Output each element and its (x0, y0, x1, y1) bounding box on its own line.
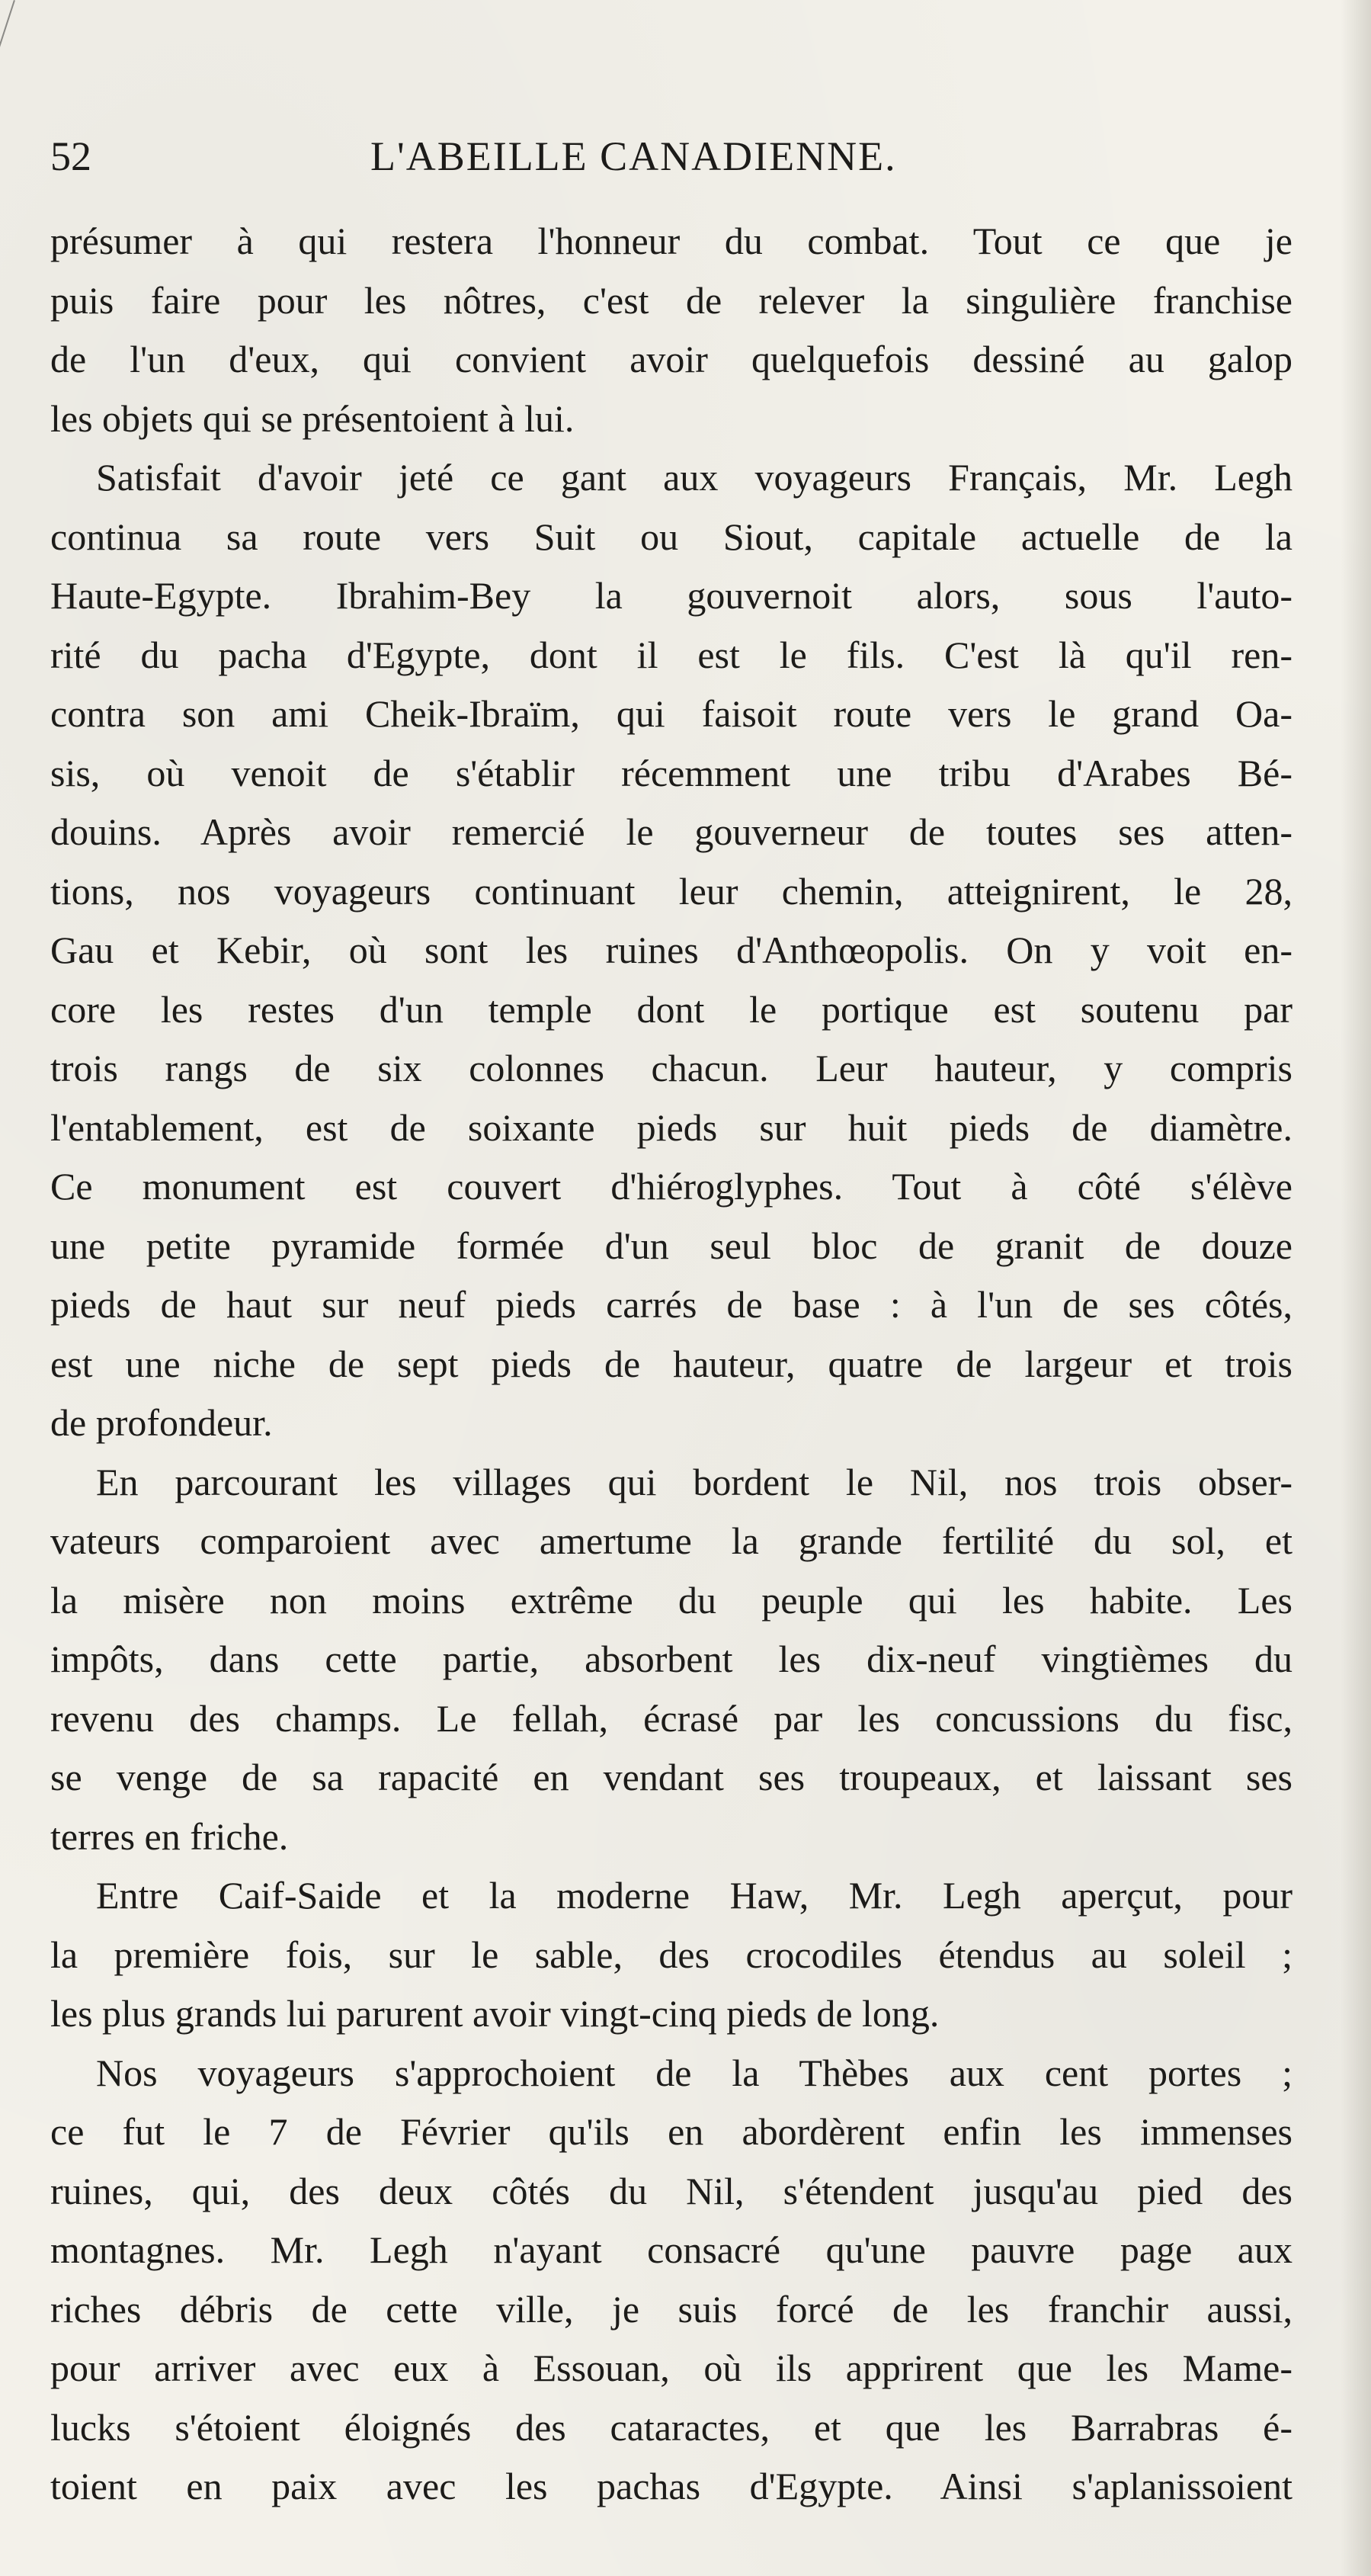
text-line: la misère non moins extrême du peuple qui les habite. Les (50, 1578, 1293, 1622)
text-line: impôts, dans cette partie, absorbent les dix-neuf vingtièmes du (50, 1638, 1293, 1680)
text-line: de profondeur. (50, 1401, 273, 1444)
text-line: riches débris de cette ville, je suis forcé de les franchir aussi, (50, 2287, 1293, 2331)
text-line: Haute-Egypte. Ibrahim-Bey la gouvernoit alors, sous l'auto- (50, 574, 1293, 617)
text-line: les plus grands lui parurent avoir vingt-cinq pieds de long. (50, 1992, 940, 2035)
text-line: tions, nos voyageurs continuant leur chemin, atteignirent, le 28, (50, 869, 1293, 913)
text-line: Nos voyageurs s'approchoient de la Thèbes aux cent portes ; (96, 2051, 1293, 2094)
text-line: de l'un d'eux, qui convient avoir quelquefois dessiné au galop (50, 338, 1293, 380)
text-line: En parcourant les villages qui bordent le Nil, nos trois obser- (96, 1460, 1293, 1503)
text-line: pieds de haut sur neuf pieds carrés de base : à l'un de ses côtés, (50, 1283, 1293, 1326)
text-line: lucks s'étoient éloignés des cataractes, et que les Barrabras é- (50, 2405, 1293, 2449)
text-line: Ce monument est couvert d'hiéroglyphes. Tout à côté s'élève (50, 1165, 1293, 1208)
text-line: pour arriver avec eux à Essouan, où ils apprirent que les Mame- (50, 2347, 1293, 2389)
page-edge-shadow (1341, 0, 1371, 2576)
text-line: puis faire pour les nôtres, c'est de relever la singulière franchise (50, 278, 1293, 322)
text-line: Entre Caif-Saide et la moderne Haw, Mr. Legh aperçut, pour (96, 1874, 1293, 1917)
text-line: se venge de sa rapacité en vendant ses troupeaux, et laissant ses (50, 1756, 1293, 1798)
text-line: contra son ami Cheik-Ibraïm, qui faisoit route vers le grand Oa- (50, 692, 1293, 735)
text-line: terres en friche. (50, 1814, 289, 1858)
running-title: L'ABEILLE CANADIENNE. (370, 133, 897, 179)
text-line: ruines, qui, des deux côtés du Nil, s'étendent jusqu'au pied des (50, 2169, 1293, 2212)
text-line: la première fois, sur le sable, des crocodiles étendus au soleil ; (50, 1933, 1293, 1976)
text-line: toient en paix avec les pachas d'Egypte. Ainsi s'aplanissoient (50, 2465, 1293, 2507)
text-line: présumer à qui restera l'honneur du combat. Tout ce que je (50, 220, 1293, 262)
page-header (50, 122, 1293, 183)
page-number: 52 (50, 133, 91, 179)
body-text (50, 212, 1293, 2517)
text-line: Gau et Kebir, où sont les ruines d'Anthœopolis. On y voit en- (50, 929, 1293, 971)
text-line: sis, où venoit de s'établir récemment une tribu d'Arabes Bé- (50, 751, 1293, 794)
text-line: rité du pacha d'Egypte, dont il est le fils. C'est là qu'il ren- (50, 633, 1293, 676)
scan-pen-mark (0, 0, 44, 82)
text-line: montagnes. Mr. Legh n'ayant consacré qu'une pauvre page aux (50, 2228, 1293, 2271)
text-line: vateurs comparoient avec amertume la grande fertilité du sol, et (50, 1519, 1293, 1562)
text-line: une petite pyramide formée d'un seul bloc de granit de douze (50, 1224, 1293, 1267)
text-line: Satisfait d'avoir jeté ce gant aux voyageurs Français, Mr. Legh (96, 456, 1293, 499)
text-line: ce fut le 7 de Février qu'ils en abordèrent enfin les immenses (50, 2110, 1293, 2153)
text-line: l'entablement, est de soixante pieds sur huit pieds de diamètre. (50, 1105, 1293, 1149)
text-line: douins. Après avoir remercié le gouverneur de toutes ses atten- (50, 810, 1293, 853)
text-line: continua sa route vers Suit ou Siout, capitale actuelle de la (50, 515, 1293, 558)
text-line: est une niche de sept pieds de hauteur, quatre de largeur et trois (50, 1342, 1293, 1385)
text-line: les objets qui se présentoient à lui. (50, 396, 575, 440)
text-line: core les restes d'un temple dont le portique est soutenu par (50, 987, 1293, 1031)
text-line: trois rangs de six colonnes chacun. Leur hauteur, y compris (50, 1047, 1293, 1089)
text-line: revenu des champs. Le fellah, écrasé par les concussions du fisc, (50, 1696, 1293, 1740)
